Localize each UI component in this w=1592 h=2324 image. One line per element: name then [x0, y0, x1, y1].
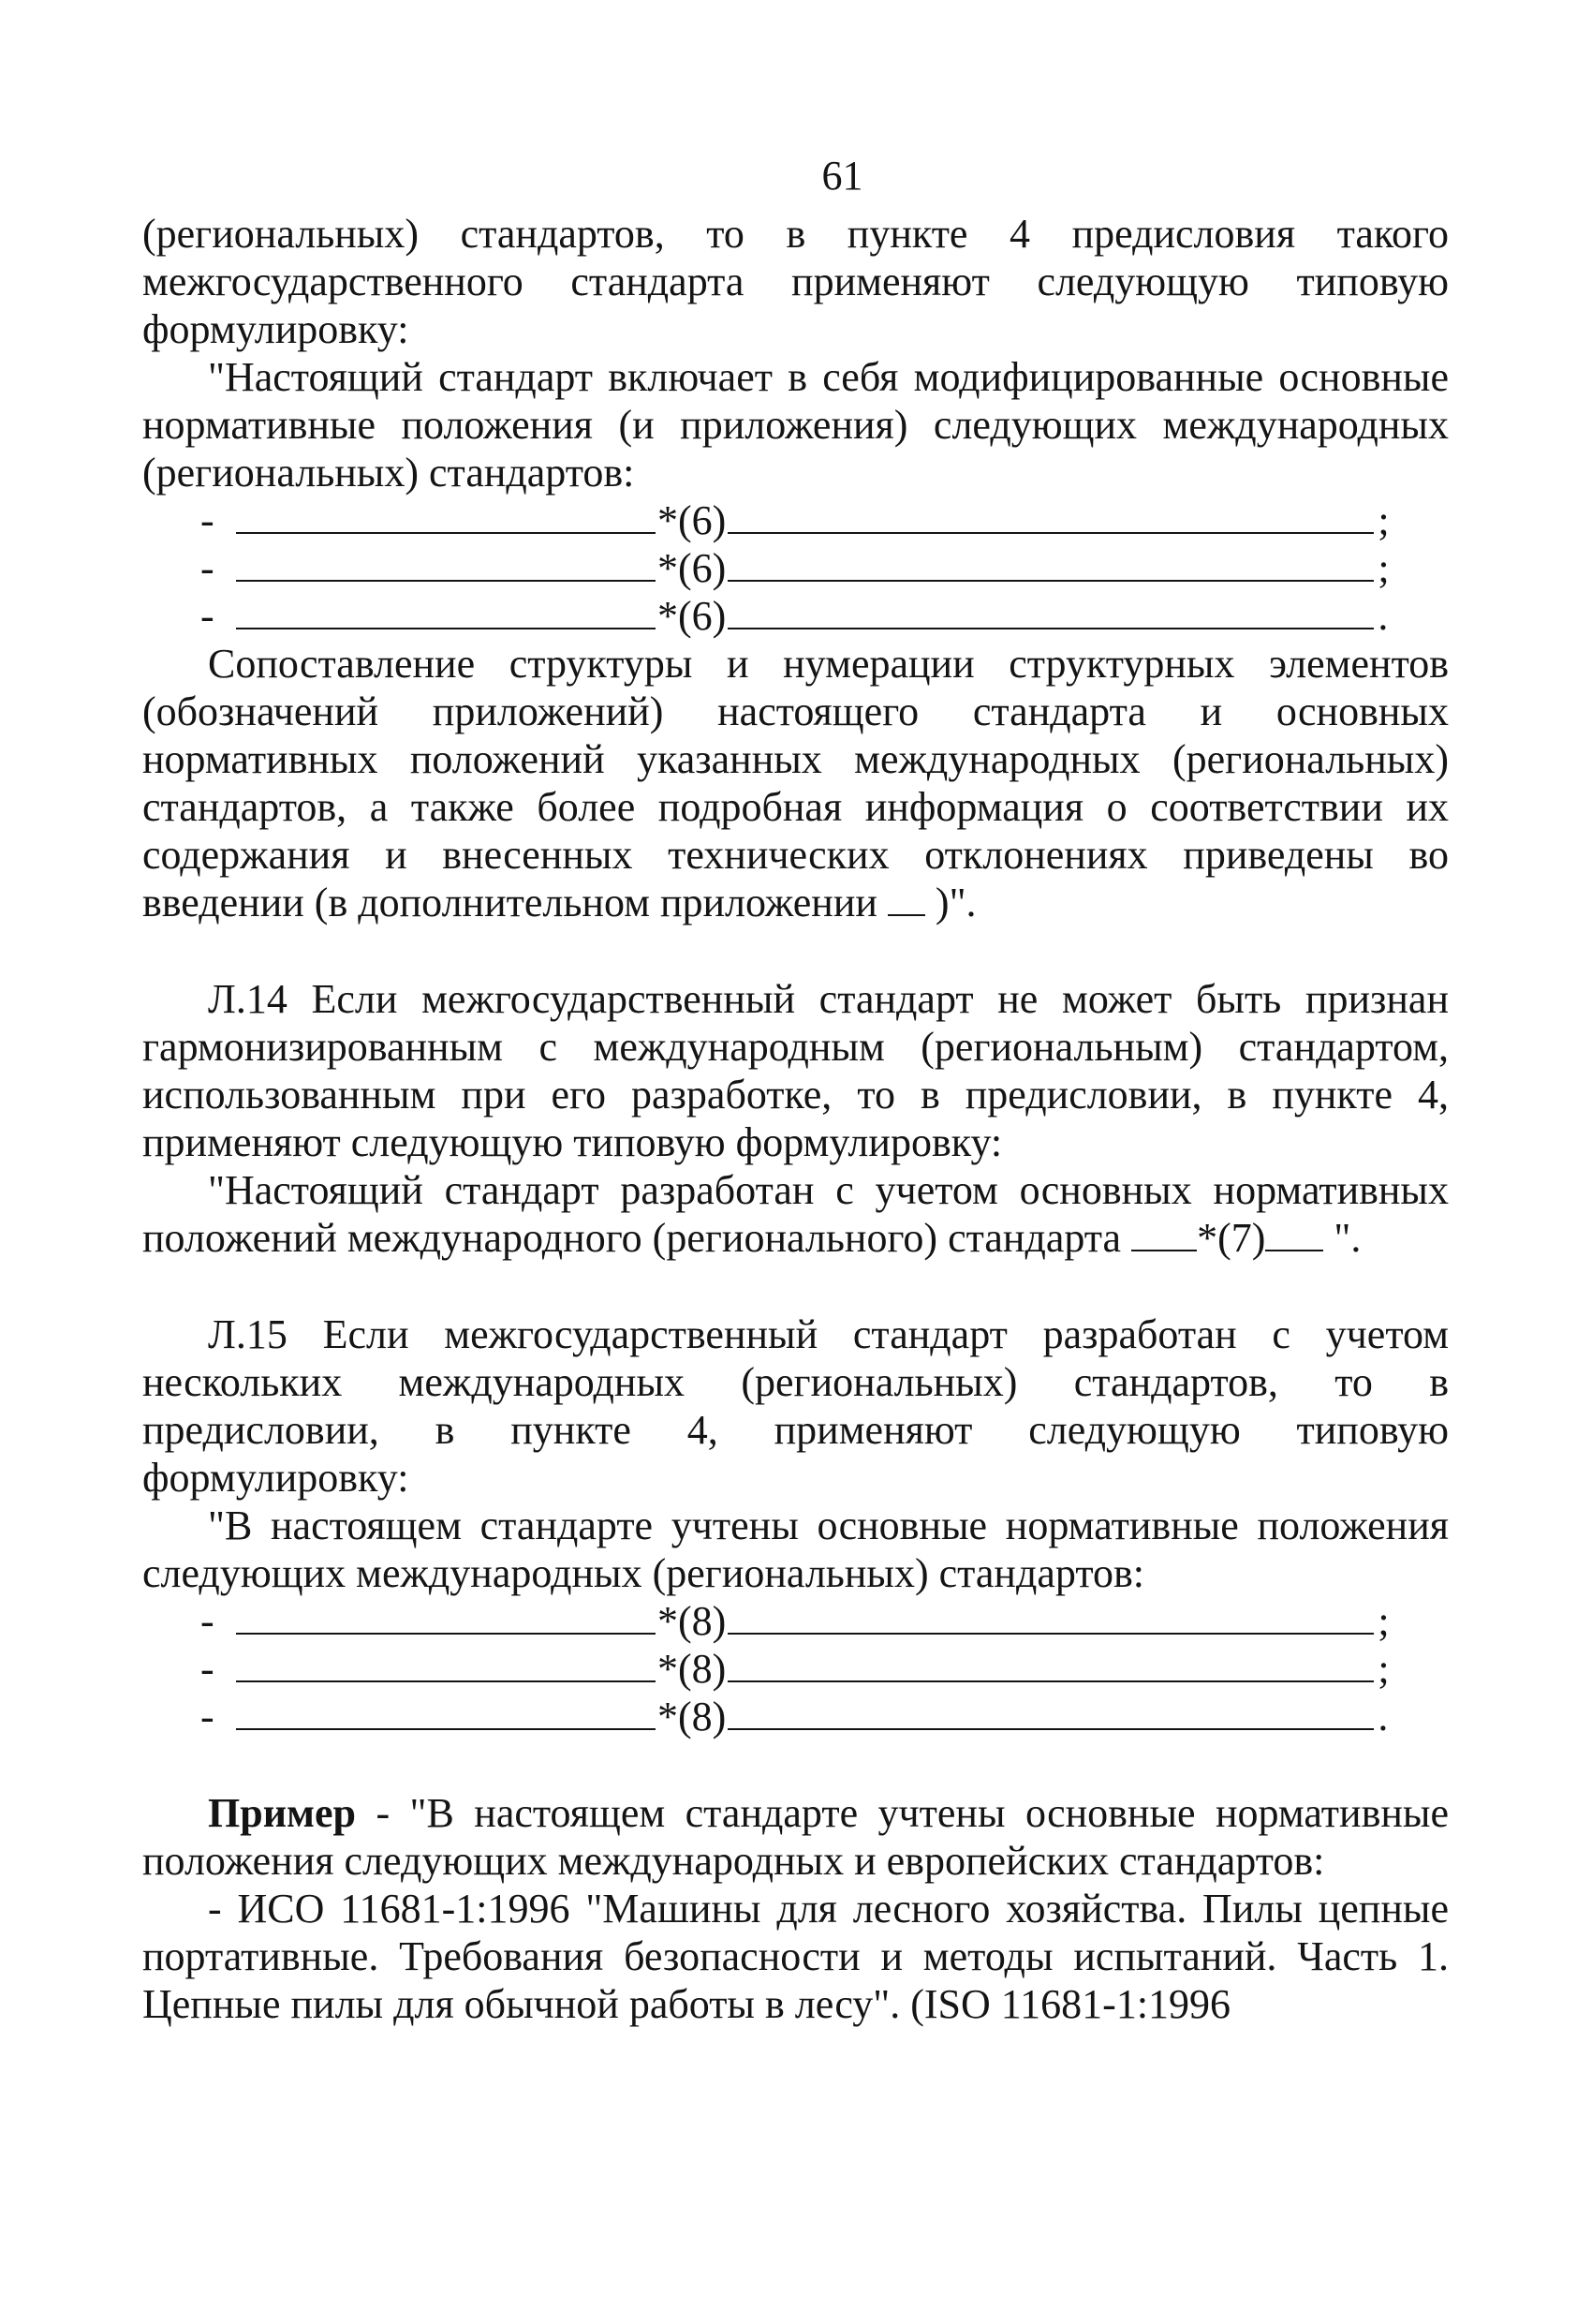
footnote-marker: *(8) — [657, 1694, 727, 1739]
paragraph-text: ". — [1334, 1215, 1362, 1261]
footnote-marker: *(6) — [657, 593, 727, 639]
blank-rule — [236, 1695, 656, 1730]
line-end-punctuation: ; — [1378, 1646, 1390, 1692]
paragraph-text: Сопоставление структуры и нумерации структурных элементов (обозначений приложений) настоящего стандарта и основных нормативных положений указанных международных (региональных) стандартов, а также более подробная информация о соответствии их содержания и внесенных технических отклонениях приведены во введении (в дополнительном приложении — [142, 641, 1449, 925]
paragraph-text: - "В настоящем стандарте учтены основные нормативные положения следующих международных и европейских стандартов: — [142, 1790, 1449, 1884]
list-dash: - — [200, 1646, 214, 1692]
line-end-punctuation: ; — [1378, 497, 1390, 543]
blank-rule — [236, 1647, 656, 1682]
list-dash: - — [200, 1598, 214, 1644]
paragraph-modified-provisions: "Настоящий стандарт включает в себя модифицированные основные нормативные положения (и приложения) следующих международных (региональных) стандартов: — [142, 354, 1449, 496]
example-label: Пример — [208, 1790, 357, 1836]
list-dash: - — [200, 545, 214, 591]
blank-line — [142, 496, 1449, 544]
blank-line — [142, 1597, 1449, 1645]
blank-rule — [728, 546, 1374, 582]
blank-line — [142, 544, 1449, 592]
blank-rule — [236, 1599, 656, 1635]
blank-line — [142, 1693, 1449, 1740]
blank-line — [142, 1645, 1449, 1693]
line-end-punctuation: . — [1378, 593, 1389, 639]
footnote-marker: *(8) — [657, 1598, 727, 1644]
list-dash: - — [200, 497, 214, 543]
paragraph-developed-with — [142, 1166, 1449, 1262]
paragraph-l15: Л.15 Если межгосударственный стандарт разработан с учетом нескольких международных (региональных) стандартов, то в предисловии, в пункте 4, применяют следующую типовую формулировку: — [142, 1311, 1449, 1501]
paragraph-regional-standards: (региональных) стандартов, то в пункте 4 предисловия такого межгосударственного стандарта применяют следующую типовую формулировку: — [142, 211, 1449, 352]
footnote-marker: *(7) — [1197, 1215, 1266, 1261]
blank-rule — [1265, 1218, 1323, 1251]
line-end-punctuation: . — [1378, 1694, 1389, 1739]
line-end-punctuation: ; — [1378, 1598, 1390, 1644]
blank-rule — [728, 594, 1374, 629]
footnote-marker: *(6) — [657, 497, 727, 543]
blank-rule — [236, 546, 656, 582]
list-dash: - — [200, 593, 214, 639]
blank-line — [142, 592, 1449, 640]
footnote-marker: *(8) — [657, 1646, 727, 1692]
blank-rule — [236, 498, 656, 534]
paragraph-example — [142, 1789, 1449, 1885]
blank-rule — [1131, 1218, 1197, 1251]
blank-rule — [236, 594, 656, 629]
paragraph-considered-provisions: "В настоящем стандарте учтены основные нормативные положения следующих международных (региональных) стандартов: — [142, 1502, 1449, 1596]
list-dash: - — [200, 1694, 214, 1739]
page-number: 61 — [821, 153, 863, 199]
paragraph-text: "Настоящий стандарт разработан с учетом основных нормативных положений международного (регионального) стандарта — [142, 1167, 1449, 1261]
paragraph-iso-reference: - ИСО 11681-1:1996 "Машины для лесного хозяйства. Пилы цепные портативные. Требования безопасности и методы испытаний. Часть 1. Цепные пилы для обычной работы в лесу". (ISO 11681-1:1996 — [142, 1886, 1449, 2027]
blank-rule — [728, 498, 1374, 534]
paragraph-l14: Л.14 Если межгосударственный стандарт не может быть признан гармонизированным с международным (региональным) стандартом, использованным при его разработке, то в предисловии, в пункте 4, применяют следующую типовую формулировку: — [142, 976, 1449, 1165]
blank-rule — [728, 1647, 1374, 1682]
paragraph-text: )". — [935, 880, 977, 925]
blank-rule — [728, 1695, 1374, 1730]
blank-rule — [728, 1599, 1374, 1635]
line-end-punctuation: ; — [1378, 545, 1390, 591]
blank-rule — [888, 882, 925, 916]
document-page — [142, 150, 1449, 2028]
paragraph-structure-comparison — [142, 640, 1449, 926]
blank-list-8 — [142, 1597, 1449, 1740]
footnote-marker: *(6) — [657, 545, 727, 591]
blank-list-6 — [142, 496, 1449, 640]
